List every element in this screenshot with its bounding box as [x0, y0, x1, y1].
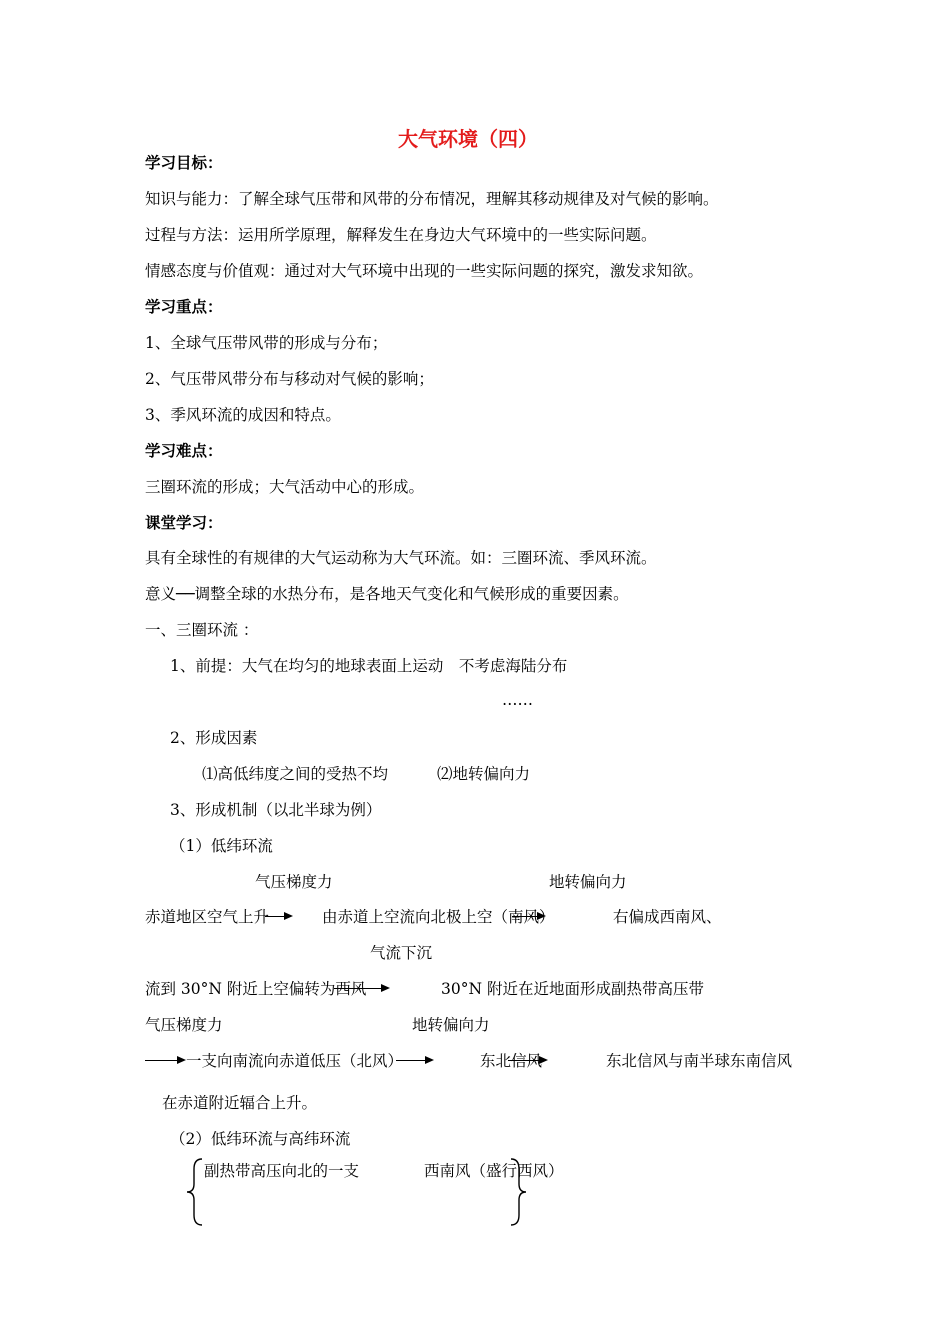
- flow-step-rise: 赤道地区空气上升: [145, 908, 270, 926]
- key-point-item: 1、全球气压带风带的形成与分布；: [145, 334, 388, 352]
- flow-step-deflect: 右偏成西南风、: [613, 908, 722, 926]
- westerlies-result: 西南风（盛行西风）: [424, 1162, 564, 1180]
- difficulties-text: 三圈环流的形成；大气活动中心的形成。: [145, 478, 425, 496]
- mechanism-heading: 3、形成机制（以北半球为例）: [170, 801, 382, 819]
- right-brace: [507, 1157, 529, 1227]
- flow-step-south-branch: 一支向南流向赤道低压（北风）: [186, 1052, 404, 1070]
- flow-arrow: [508, 1060, 540, 1061]
- factor-1: ⑴高低纬度之间的受热不均: [202, 765, 389, 783]
- flow-step-high-pressure: 30°N 附近在近地面形成副热带高压带: [441, 980, 704, 998]
- classroom-intro: 具有全球性的有规律的大气运动称为大气环流。如：三圈环流、季风环流。: [145, 549, 657, 567]
- subtropical-branch: 副热带高压向北的一支: [204, 1162, 360, 1180]
- factor-2: ⑵地转偏向力: [437, 765, 531, 783]
- objective-knowledge: 知识与能力：了解全球气压带和风带的分布情况，理解其移动规律及对气候的影响。: [145, 190, 719, 208]
- flow-step-sink: 气流下沉: [370, 944, 433, 962]
- flow-arrow: [512, 916, 538, 917]
- flow-step-convergence: 东北信风与南半球东南信风: [606, 1052, 793, 1070]
- pressure-gradient-label: 气压梯度力: [255, 873, 333, 891]
- flow-arrow: [145, 1060, 178, 1061]
- flow-step-north: 由赤道上空流向北极上空（南风）: [322, 908, 555, 926]
- flow-arrow: [396, 1060, 426, 1061]
- flow-arrow: [265, 916, 285, 917]
- coriolis-label: 地转偏向力: [549, 873, 627, 891]
- objective-emotion: 情感态度与价值观：通过对大气环境中出现的一些实际问题的探究，激发求知欲。: [145, 262, 704, 280]
- low-latitude-heading: （1）低纬环流: [170, 837, 273, 855]
- objectives-heading: 学习目标：: [145, 153, 223, 172]
- flow-step-ne-trade: 东北信风: [480, 1052, 543, 1070]
- flow-step-westerly: 流到 30°N 附近上空偏转为西风: [145, 980, 367, 998]
- left-brace: [184, 1157, 206, 1227]
- section1-heading: 一、三圈环流 ：: [145, 621, 259, 639]
- flow-arrow: [334, 988, 382, 989]
- coriolis-label: 地转偏向力: [412, 1016, 490, 1034]
- key-points-heading: 学习重点：: [145, 297, 223, 316]
- key-point-item: 3、季风环流的成因和特点。: [145, 406, 341, 424]
- page-title: 大气环境（四）: [398, 127, 538, 151]
- section2-heading: （2）低纬环流与高纬环流: [170, 1130, 351, 1148]
- ellipsis: ……: [502, 691, 533, 709]
- flow-step-rise-equator: 在赤道附近辐合上升。: [162, 1094, 318, 1112]
- classroom-meaning: 意义──调整全球的水热分布，是各地天气变化和气候形成的重要因素。: [145, 585, 629, 603]
- objective-process: 过程与方法：运用所学原理，解释发生在身边大气环境中的一些实际问题。: [145, 226, 657, 244]
- pressure-gradient-label: 气压梯度力: [145, 1016, 223, 1034]
- difficulties-heading: 学习难点：: [145, 441, 223, 460]
- premise: 1、前提：大气在均匀的地球表面上运动 不考虑海陆分布: [170, 657, 568, 675]
- classroom-heading: 课堂学习：: [145, 513, 223, 532]
- key-point-item: 2、气压带风带分布与移动对气候的影响；: [145, 370, 434, 388]
- factors-heading: 2、形成因素: [170, 729, 258, 747]
